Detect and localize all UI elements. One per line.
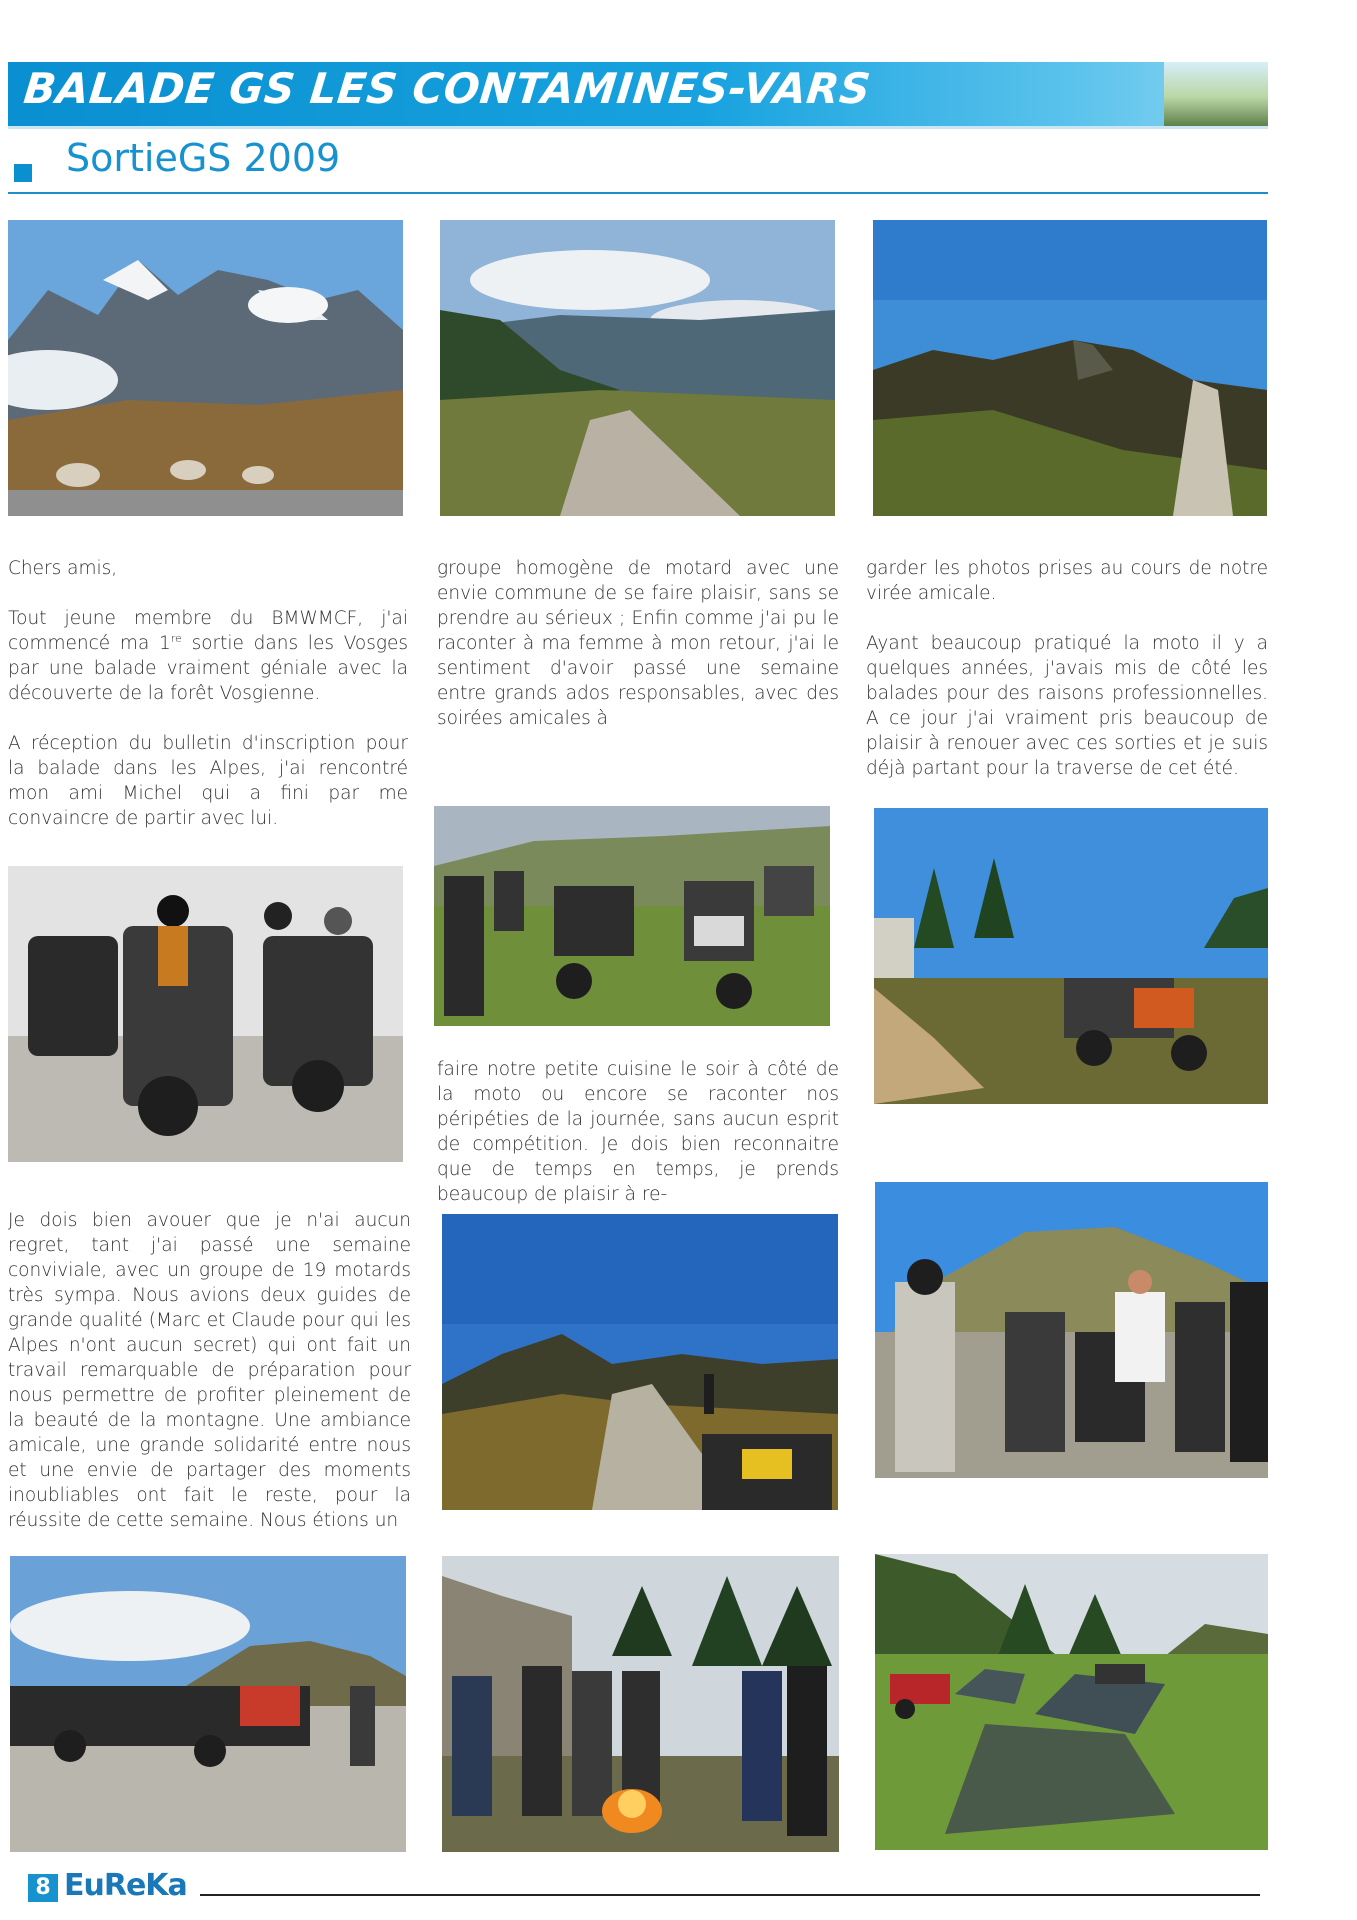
paragraph-photos: garder les photos prises au cours de notre virée amicale. xyxy=(866,558,1268,604)
photo-group-on-meadow xyxy=(434,806,830,1026)
article-title: BALADE GS LES CONTAMINES-VARS xyxy=(21,64,873,113)
photo-mountain-peaks xyxy=(8,220,403,516)
header-thumbnail-photo xyxy=(1164,62,1268,126)
article-col1-bottom: Je dois bien avouer que je n'ai aucun regret, tant j'ai passé une semaine conviviale, avec un groupe de 19 motards très sympa. Nous avions deux guides de grande qualité (Marc et Claude pour qui les Alpes n'ont aucun secret) qui ont fait un travail remarquable de préparation pour nous permettre de profiter pleinement de la beauté de la montagne. Une ambiance amicale, une grande solidarité entre nous et une envie de partager des moments inoubliables ont fait le reste, pour la réussite de cette semaine. Nous étions un xyxy=(8,1210,411,1531)
photo-gravel-track-valley xyxy=(440,220,835,516)
photo-riders-with-motorbikes xyxy=(8,866,403,1162)
article-col2-top: groupe homogène de motard avec une envie commune de se faire plaisir, sans se prendre au sérieux ; Enfin comme j'ai pu le raconter à ma femme à mon retour, j'ai le sentiment d'avoir passé une semaine entre grands ados responsables, avec des soirées amicales à xyxy=(437,558,839,729)
photo-group-chatting xyxy=(875,1182,1268,1478)
footer-divider xyxy=(200,1894,1260,1896)
article-col1-top xyxy=(8,556,408,831)
photo-campfire-evening xyxy=(442,1556,839,1852)
subtitle-divider xyxy=(8,192,1268,194)
article-subtitle: SortieGS 2009 xyxy=(66,136,341,180)
paragraph-experience: Ayant beaucoup pratiqué la moto il y a quelques années, j'avais mis de côté les balades pour des raisons professionnelles. A ce jour j'ai vraiment pris beaucoup de plaisir à renouer avec ces sorties et je suis déjà partant pour la traverse de cet été. xyxy=(866,633,1268,779)
subtitle-square-icon xyxy=(14,164,32,182)
greeting: Chers amis, xyxy=(8,558,118,579)
photo-motorbikes-parked-pass xyxy=(10,1556,406,1852)
magazine-logo: EuReKa xyxy=(64,1868,187,1903)
paragraph-registration: A réception du bulletin d'inscription pour la balade dans les Alpes, j'ai rencontré mon ami Michel qui a fini par me convaincre de partir avec lui. xyxy=(8,733,408,829)
article-col2-middle: faire notre petite cuisine le soir à côté de la moto ou encore se raconter nos péripéties de la journée, sans aucun esprit de compétition. Je dois bien reconnaitre que de temps en temps, je prends beaucoup de plaisir à re- xyxy=(437,1059,839,1205)
photo-campsite-fort xyxy=(874,808,1268,1104)
paragraph-intro: Tout jeune membre du BMWMCF, j'ai commencé ma 1re sortie dans les Vosges par une balade vraiment géniale avec la découverte de la forêt Vosgienne. xyxy=(8,608,408,704)
article-col3-top xyxy=(866,556,1268,781)
photo-ridge-road xyxy=(873,220,1267,516)
photo-rider-on-track xyxy=(442,1214,838,1510)
photo-tents-meadow xyxy=(875,1554,1268,1850)
page-number: 8 xyxy=(28,1874,58,1902)
header-divider xyxy=(8,126,1268,129)
